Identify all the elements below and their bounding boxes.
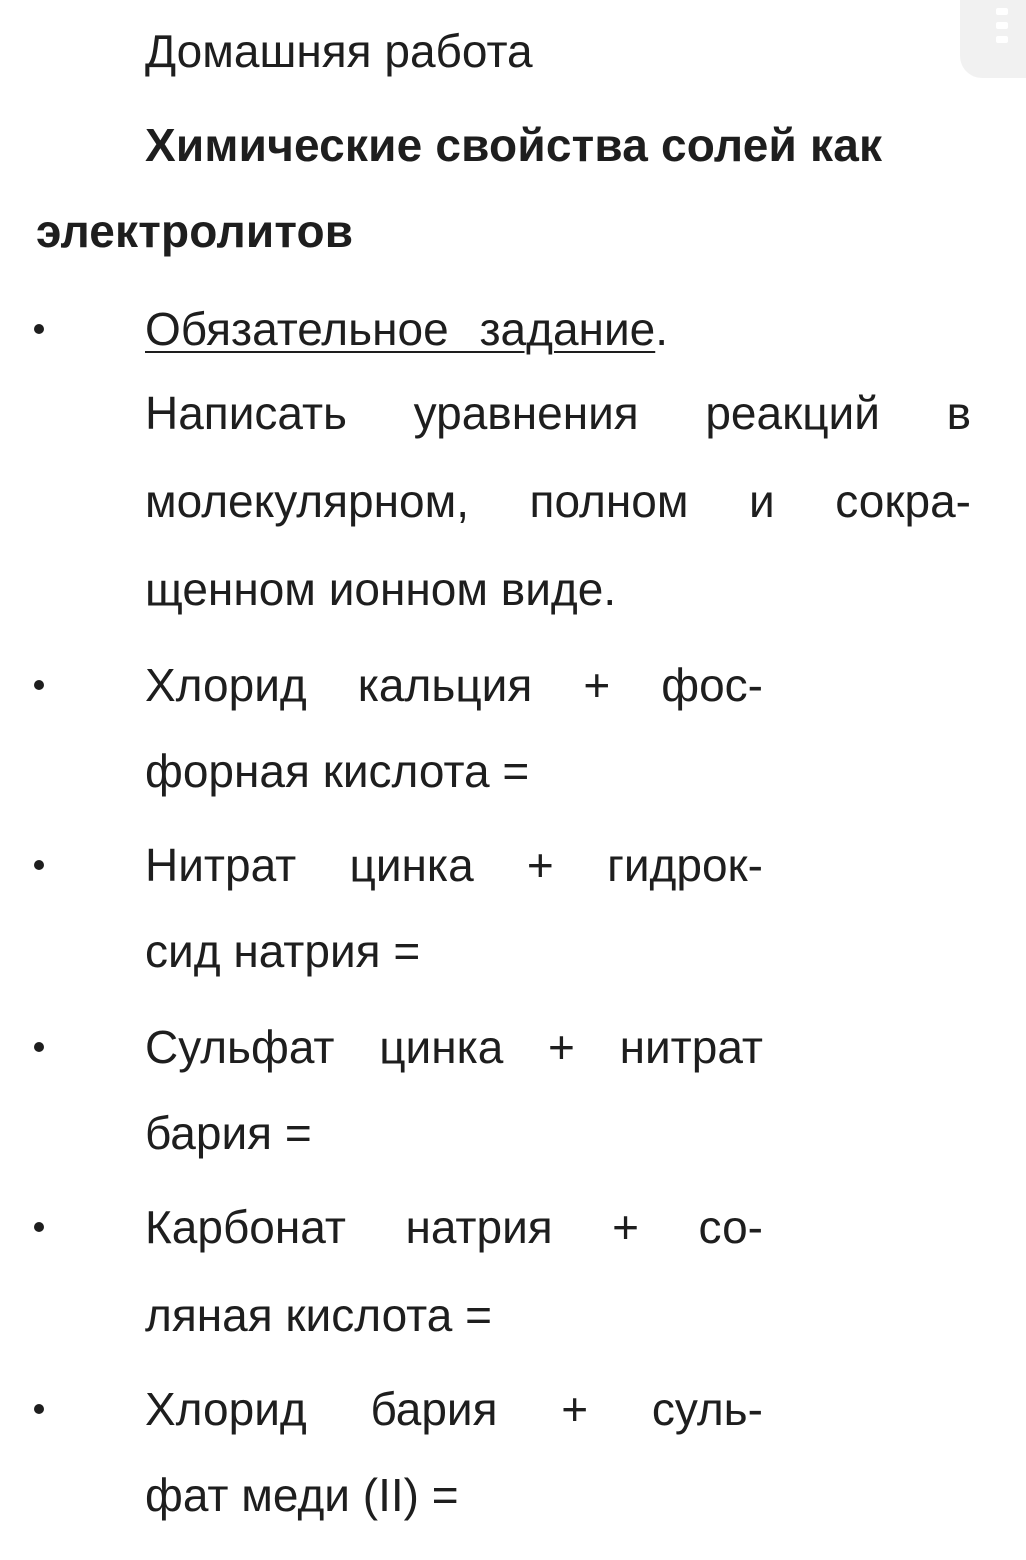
reaction-word: кальция	[357, 659, 533, 711]
reaction-4-line-2: ляная кислота =	[145, 1289, 492, 1341]
reaction-word: +	[583, 659, 611, 711]
scroll-grip-icon	[996, 36, 1008, 43]
reaction-word: +	[561, 1383, 589, 1435]
reaction-word: со-	[698, 1201, 763, 1253]
bullet	[34, 680, 44, 690]
homework-heading: Домашняя работа	[145, 25, 533, 77]
reaction-word: цинка	[349, 839, 474, 891]
instruction-line-1	[145, 387, 971, 439]
task-label-text: Обязательное задание	[145, 303, 656, 355]
reaction-4-line-1	[145, 1201, 763, 1253]
reaction-word: Хлорид	[145, 1383, 307, 1435]
bullet	[34, 1042, 44, 1052]
instruction-word: молекулярном,	[145, 475, 469, 527]
instruction-word: реакций	[705, 387, 880, 439]
reaction-word: +	[526, 839, 554, 891]
bullet	[34, 1404, 44, 1414]
instruction-word: Написать	[145, 387, 348, 439]
instruction-word: уравнения	[413, 387, 639, 439]
scroll-grip-icon	[996, 8, 1008, 15]
reaction-5-line-2: фат меди (II) =	[145, 1469, 459, 1521]
instruction-line-3: щенном ионном виде.	[145, 563, 617, 615]
reaction-word: Нитрат	[145, 839, 297, 891]
reaction-3-line-1	[145, 1021, 763, 1073]
reaction-word: Хлорид	[145, 659, 307, 711]
reaction-word: +	[612, 1201, 640, 1253]
reaction-word: Карбонат	[145, 1201, 346, 1253]
document-title-continued: электролитов	[36, 205, 354, 257]
scroll-handle[interactable]	[960, 0, 1026, 78]
reaction-word: цинка	[379, 1021, 504, 1073]
reaction-5-line-1	[145, 1383, 763, 1435]
task-label	[145, 303, 669, 355]
reaction-1-line-2: форная кислота =	[145, 745, 530, 797]
instruction-word: сокра-	[835, 475, 971, 527]
reaction-1-line-1	[145, 659, 763, 711]
instruction-word: полном	[529, 475, 689, 527]
reaction-word: натрия	[405, 1201, 553, 1253]
reaction-2-line-1	[145, 839, 763, 891]
reaction-word: Сульфат	[145, 1021, 335, 1073]
bullet	[34, 324, 44, 334]
reaction-3-line-2: бария =	[145, 1107, 312, 1159]
reaction-word: суль-	[651, 1383, 763, 1435]
instruction-word: в	[946, 387, 971, 439]
document-title: Химические свойства солей как	[145, 119, 883, 171]
reaction-word: бария	[370, 1383, 498, 1435]
bullet	[34, 860, 44, 870]
reaction-2-line-2: сид натрия =	[145, 925, 421, 977]
reaction-word: гидрок-	[607, 839, 763, 891]
bullet	[34, 1222, 44, 1232]
scroll-grip-icon	[996, 22, 1008, 29]
reaction-word: нитрат	[619, 1021, 763, 1073]
instruction-word: и	[749, 475, 775, 527]
reaction-word: +	[548, 1021, 575, 1073]
task-label-suffix: .	[655, 303, 669, 355]
instruction-line-2	[145, 475, 971, 527]
reaction-word: фос-	[661, 659, 763, 711]
